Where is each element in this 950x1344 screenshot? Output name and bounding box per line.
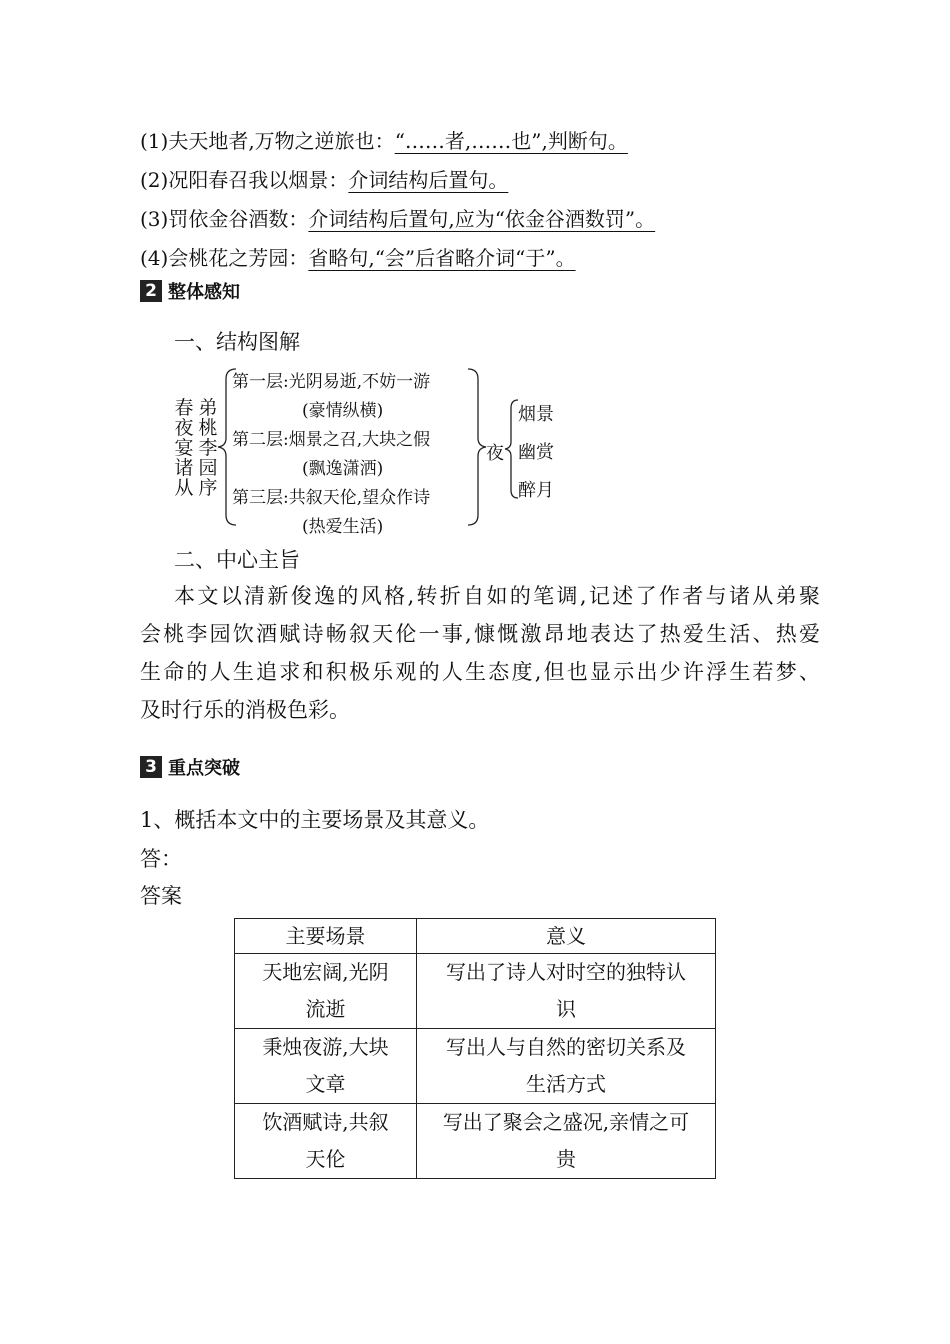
cell-line: 流逝 [305,997,346,1021]
cell-line: 饮酒赋诗,共叙 [262,1110,389,1134]
theme-heading: 二、中心主旨 [174,548,300,572]
item-2 [140,164,508,193]
layer-2: 第二层:烟景之召,大块之假 [232,430,431,450]
answer-label: 答： [140,847,182,871]
theme-line-3: 生命的人生追求和积极乐观的人生态度,但也显示出少许浮生若梦、 [140,660,820,684]
table-header-meaning: 意义 [417,919,716,954]
item-4 [140,242,576,271]
table-cell-meaning [417,1029,716,1104]
right-item-2: 幽赏 [518,442,554,463]
section-number-badge: 2 [140,280,162,302]
theme-line-2: 会桃李园饮酒赋诗畅叙天伦一事,慷慨激昂地表达了热爱生活、热爱 [140,622,820,646]
table-cell-scene [235,1029,417,1104]
item-1-label: (1)夫天地者,万物之逆旅也： [140,129,395,153]
center-night: 夜 [486,443,504,464]
table-header-scene: 主要场景 [235,919,417,954]
cell-line: 写出了聚会之盛况,亲情之可 [442,1110,690,1134]
cell-line: 识 [556,997,576,1021]
section-title: 重点突破 [168,758,240,779]
question-text: 1、概括本文中的主要场景及其意义。 [140,808,490,832]
layer-3-note: (热爱生活) [302,517,384,537]
table-row [235,954,716,1029]
item-3-answer: 介词结构后置句,应为“依金谷酒数罚”。 [308,207,656,231]
cell-line: 生活方式 [526,1072,606,1096]
theme-line-1: 本文以清新俊逸的风格,转折自如的笔调,记述了作者与诸从弟聚 [174,584,820,608]
cell-line: 秉烛夜游,大块 [262,1035,389,1059]
item-4-label: (4)会桃花之芳园： [140,246,309,270]
item-3 [140,203,655,232]
section-number-badge: 3 [140,756,162,778]
section-title: 整体感知 [168,282,240,303]
table-header-row [235,919,716,954]
cell-line: 天地宏阔,光阴 [262,960,389,984]
structure-heading: 一、结构图解 [174,330,300,354]
section-header-overall [140,278,240,304]
layer-1: 第一层:光阴易逝,不妨一游 [232,372,431,392]
key-label: 答案 [140,884,182,908]
layer-3: 第三层:共叙天伦,望众作诗 [232,488,431,508]
layer-1-note: (豪情纵横) [302,401,384,421]
title-column-2: 弟桃李园序 [198,397,218,499]
table-row [235,1029,716,1104]
cell-line: 贵 [556,1147,576,1171]
title-column-1: 春夜宴诸从 [174,397,194,499]
theme-line-4: 及时行乐的消极色彩。 [140,698,350,722]
table-cell-meaning [417,1104,716,1179]
cell-line: 写出了诗人对时空的独特认 [446,960,686,984]
item-3-label: (3)罚依金谷酒数： [140,207,309,231]
cell-line: 写出人与自然的密切关系及 [446,1035,686,1059]
item-4-answer: 省略句,“会”后省略介词“于”。 [308,246,576,270]
cell-line: 文章 [305,1072,346,1096]
scene-table [234,918,716,1179]
theme-paragraph [140,577,820,729]
table-cell-meaning [417,954,716,1029]
item-1 [140,125,628,154]
table-cell-scene [235,954,417,1029]
right-item-1: 烟景 [518,404,554,425]
cell-line: 天伦 [305,1147,346,1171]
table-cell-scene [235,1104,417,1179]
layer-2-note: (飘逸潇洒) [302,459,384,479]
section-header-key [140,754,240,780]
right-item-3: 醉月 [518,480,554,501]
item-1-answer: “……者,……也”,判断句。 [394,129,628,153]
item-2-answer: 介词结构后置句。 [348,168,509,192]
item-2-label: (2)况阳春召我以烟景： [140,168,349,192]
table-row [235,1104,716,1179]
